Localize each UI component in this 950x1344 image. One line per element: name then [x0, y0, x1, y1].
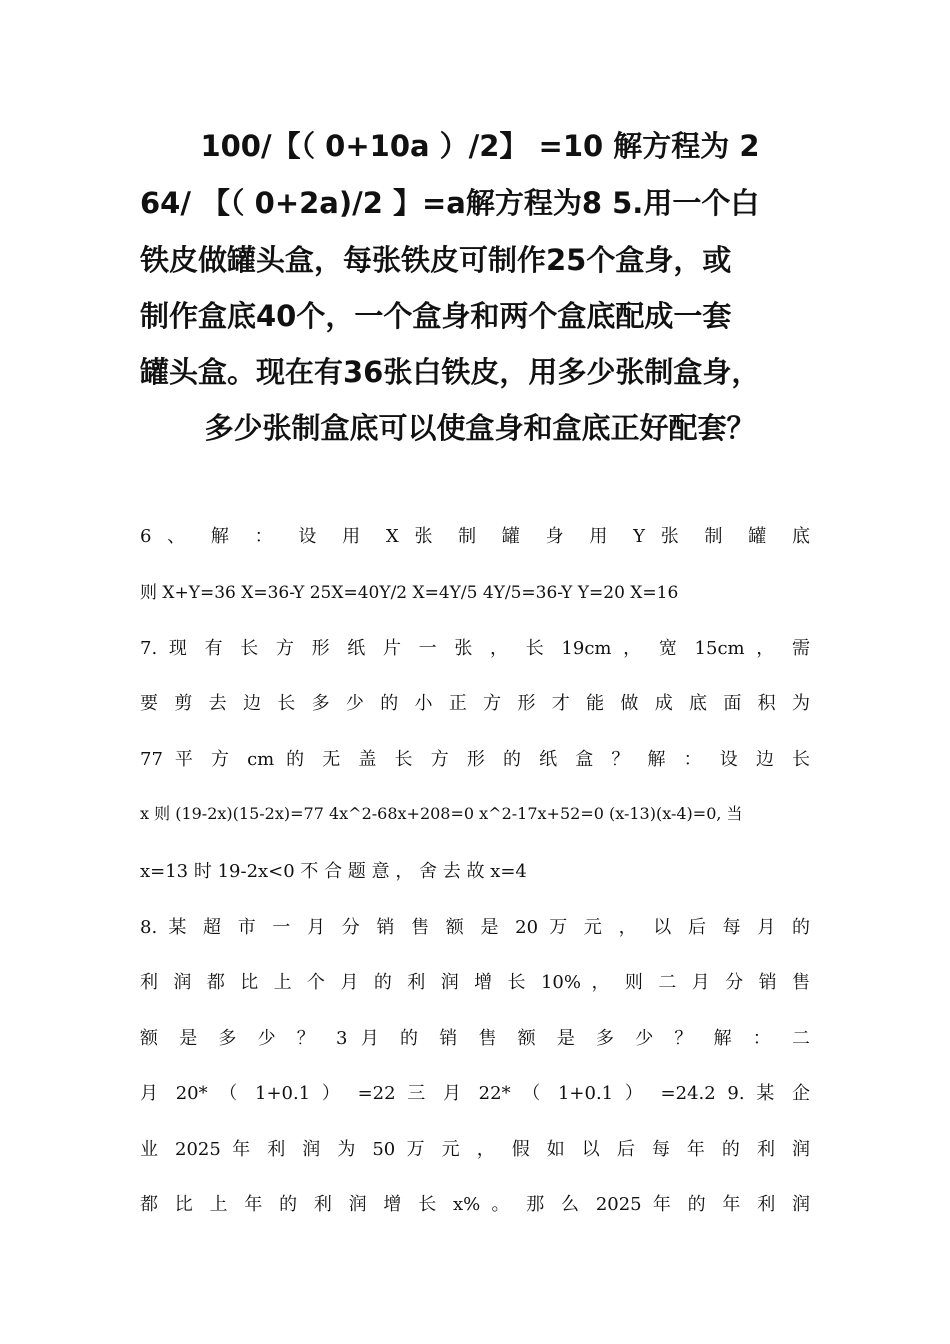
heading-line-4: 制作盒底40个，一个盒身和两个盒底配成一套 — [140, 299, 732, 333]
heading-line-2: 64/ 【（ 0+2a)/2 】=a解方程为8 5.用一个白 — [140, 186, 760, 220]
body-line-13: 都 比 上 年 的 利 润 增 长 x% 。 那 么 2025 年 的 年 利 润 — [140, 1194, 810, 1215]
body-line-10: 额 是 多 少 ？ 3 月 的 销 售 额 是 多 少 ？ 解 ： 二 — [140, 1028, 810, 1049]
body-line-12: 业 2025 年 利 润 为 50 万 元 ， 假 如 以 后 每 年 的 利 润 — [140, 1139, 810, 1160]
heading-line-3: 铁皮做罐头盒，每张铁皮可制作25个盒身，或 — [140, 243, 732, 277]
body-line-6: x 则 (19-2x)(15-2x)=77 4x^2-68x+208=0 x^2-17x+52=0 (x-13)(x-4)=0, 当 — [140, 804, 743, 823]
heading-line-5: 罐头盒。现在有36张白铁皮，用多少张制盒身， — [140, 355, 761, 389]
body-line-2: 则 X+Y=36 X=36-Y 25X=40Y/2 X=4Y/5 4Y/5=36-Y Y=20 X=16 — [140, 583, 679, 603]
body-line-7: x=13 时 19-2x<0 不 合 题 意 ， 舍 去 故 x=4 — [140, 861, 527, 882]
body-line-3: 7. 现 有 长 方 形 纸 片 一 张 ， 长 19cm ， 宽 15cm ， 需 — [140, 638, 810, 659]
body-line-11: 月 20* （ 1+0.1 ） =22 三 月 22* （ 1+0.1 ） =24.2 9. 某 企 — [140, 1083, 810, 1104]
body-line-9: 利 润 都 比 上 个 月 的 利 润 增 长 10% ， 则 二 月 分 销 售 — [140, 972, 810, 993]
body-line-8: 8. 某 超 市 一 月 分 销 售 额 是 20 万 元 ， 以 后 每 月 的 — [140, 917, 810, 938]
body-line-4: 要 剪 去 边 长 多 少 的 小 正 方 形 才 能 做 成 底 面 积 为 — [140, 693, 810, 714]
body-line-1: 6 、 解 ： 设 用 X 张 制 罐 身 用 Y 张 制 罐 底 — [140, 526, 810, 547]
body-line-5: 77 平 方 cm 的 无 盖 长 方 形 的 纸 盒 ？ 解 ： 设 边 长 — [140, 749, 810, 770]
heading-line-1: 100/【（ 0+10a ）/2】 =10 解方程为 2 — [200, 129, 760, 163]
heading-line-6: 多少张制盒底可以使盒身和盒底正好配套？ — [204, 411, 756, 445]
